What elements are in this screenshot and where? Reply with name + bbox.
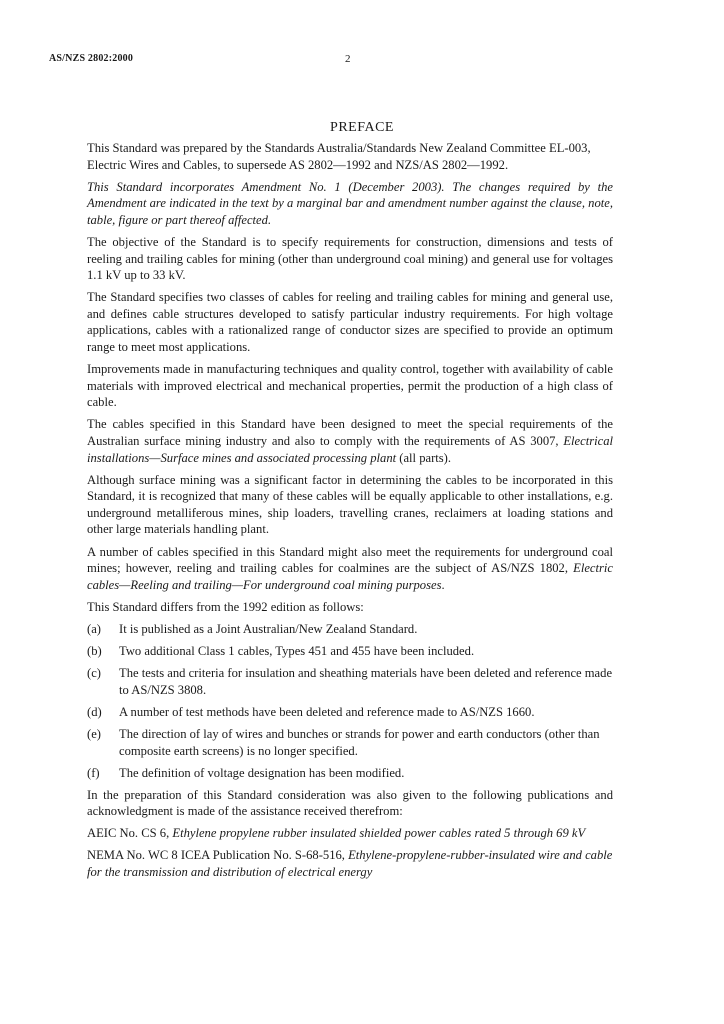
reference-entry [87, 825, 613, 842]
list-item-text: Two additional Class 1 cables, Types 451 and 455 have been included. [119, 644, 475, 659]
reference-title: Ethylene-propylene-rubber-insulated wire and cable for the transmission and distribution of electrical energy [87, 848, 613, 880]
reference-title: Electric cables—Reeling and trailing—For underground coal mining purposes [87, 561, 613, 592]
changes-list [87, 621, 613, 781]
list-item [87, 643, 613, 660]
paragraph-applicability: Although surface mining was a significant factor in determining the cables to be incorporated in this Standard, it is recognized that many of these cables will be equally applicable to other installations, e.g. underground metalliferous mines, ship loaders, travelling cranes, reclaimers at loading stations and other large materials handling plant. [87, 472, 613, 537]
list-item [87, 726, 613, 759]
list-item-label: (d) [87, 704, 102, 719]
paragraph-committee: This Standard was prepared by the Standards Australia/Standards New Zealand Committee EL-003, Electric Wires and Cables, to supersede AS 2802—1992 and NZS/AS 2802—1992. [87, 141, 591, 172]
paragraph-acknowledgement: In the preparation of this Standard consideration was also given to the following publications and acknowledgment is made of the assistance received therefrom: [87, 787, 613, 819]
paragraph-surface-mining [87, 416, 613, 466]
references-list [87, 825, 613, 880]
reference-title: Ethylene propylene rubber insulated shielded power cables rated 5 through 69 kV [172, 826, 586, 841]
paragraph-classes: The Standard specifies two classes of cables for reeling and trailing cables for mining and general use, and defines cable structures developed to satisfy particular industry requirements. For high voltage applications, cables with a rationalized range of conductor sizes are specified to provide an optimum range to meet most applications. [87, 290, 613, 355]
text-span: . [441, 577, 445, 592]
amendment-note: This Standard incorporates Amendment No. 1 (December 2003). The changes required by the Amendment are indicated in the text by a marginal bar and amendment number against the clause, note, table, figure or part thereof affected. [87, 179, 613, 227]
list-item [87, 621, 613, 638]
list-item-text: A number of test methods have been deleted and reference made to AS/NZS 1660. [119, 704, 535, 719]
list-item-text: The direction of lay of wires and bunches or strands for power and earth conductors (other than composite earth screens) is no longer specified. [119, 726, 600, 758]
text-span: The cables specified in this Standard have been designed to meet the special requirements of the Australian surface mining industry and also to comply with the requirements of AS 3007, [87, 417, 613, 448]
list-item-text: The definition of voltage designation has been modified. [119, 765, 405, 780]
list-item [87, 765, 613, 782]
paragraph-objective: The objective of the Standard is to specify requirements for construction, dimensions and tests of reeling and trailing cables for mining (other than underground coal mining) and general use for voltages 1.1 kV up to 33 kV. [87, 234, 613, 283]
list-item-label: (e) [87, 726, 101, 741]
paragraph-differences: This Standard differs from the 1992 edition as follows: [87, 599, 364, 614]
list-item-label: (f) [87, 765, 100, 780]
text-span: A number of cables specified in this Standard might also meet the requirements for underground coal mines; however, reeling and trailing cables for coalmines are the subject of AS/NZS 1802, [87, 544, 613, 576]
preface-body [87, 140, 613, 886]
paragraph-improvements: Improvements made in manufacturing techniques and quality control, together with availability of cable materials with improved electrical and mechanical properties, permit the production of a high class of cable. [87, 362, 613, 410]
paragraph-amendment [87, 179, 613, 229]
text-span: (all parts). [396, 450, 452, 465]
list-item [87, 704, 613, 721]
list-item-label: (c) [87, 666, 101, 681]
page-number: 2 [345, 53, 351, 65]
standard-code: AS/NZS 2802:2000 [49, 53, 134, 64]
list-item-text: It is published as a Joint Australian/New Zealand Standard. [119, 621, 418, 636]
paragraph-coal-mines [87, 544, 613, 594]
page-title: PREFACE [330, 120, 394, 135]
list-item-label: (b) [87, 644, 102, 659]
list-item-text: The tests and criteria for insulation and sheathing materials have been deleted and reference made to AS/NZS 3808. [119, 666, 613, 697]
reference-title: Electrical installations—Surface mines and associated processing plant [87, 434, 613, 465]
reference-entry [87, 847, 613, 880]
list-item [87, 665, 613, 698]
reference-prefix: NEMA No. WC 8 ICEA Publication No. S-68-516, [87, 848, 349, 863]
reference-prefix: AEIC No. CS 6, [87, 826, 173, 841]
list-item-label: (a) [87, 621, 101, 636]
